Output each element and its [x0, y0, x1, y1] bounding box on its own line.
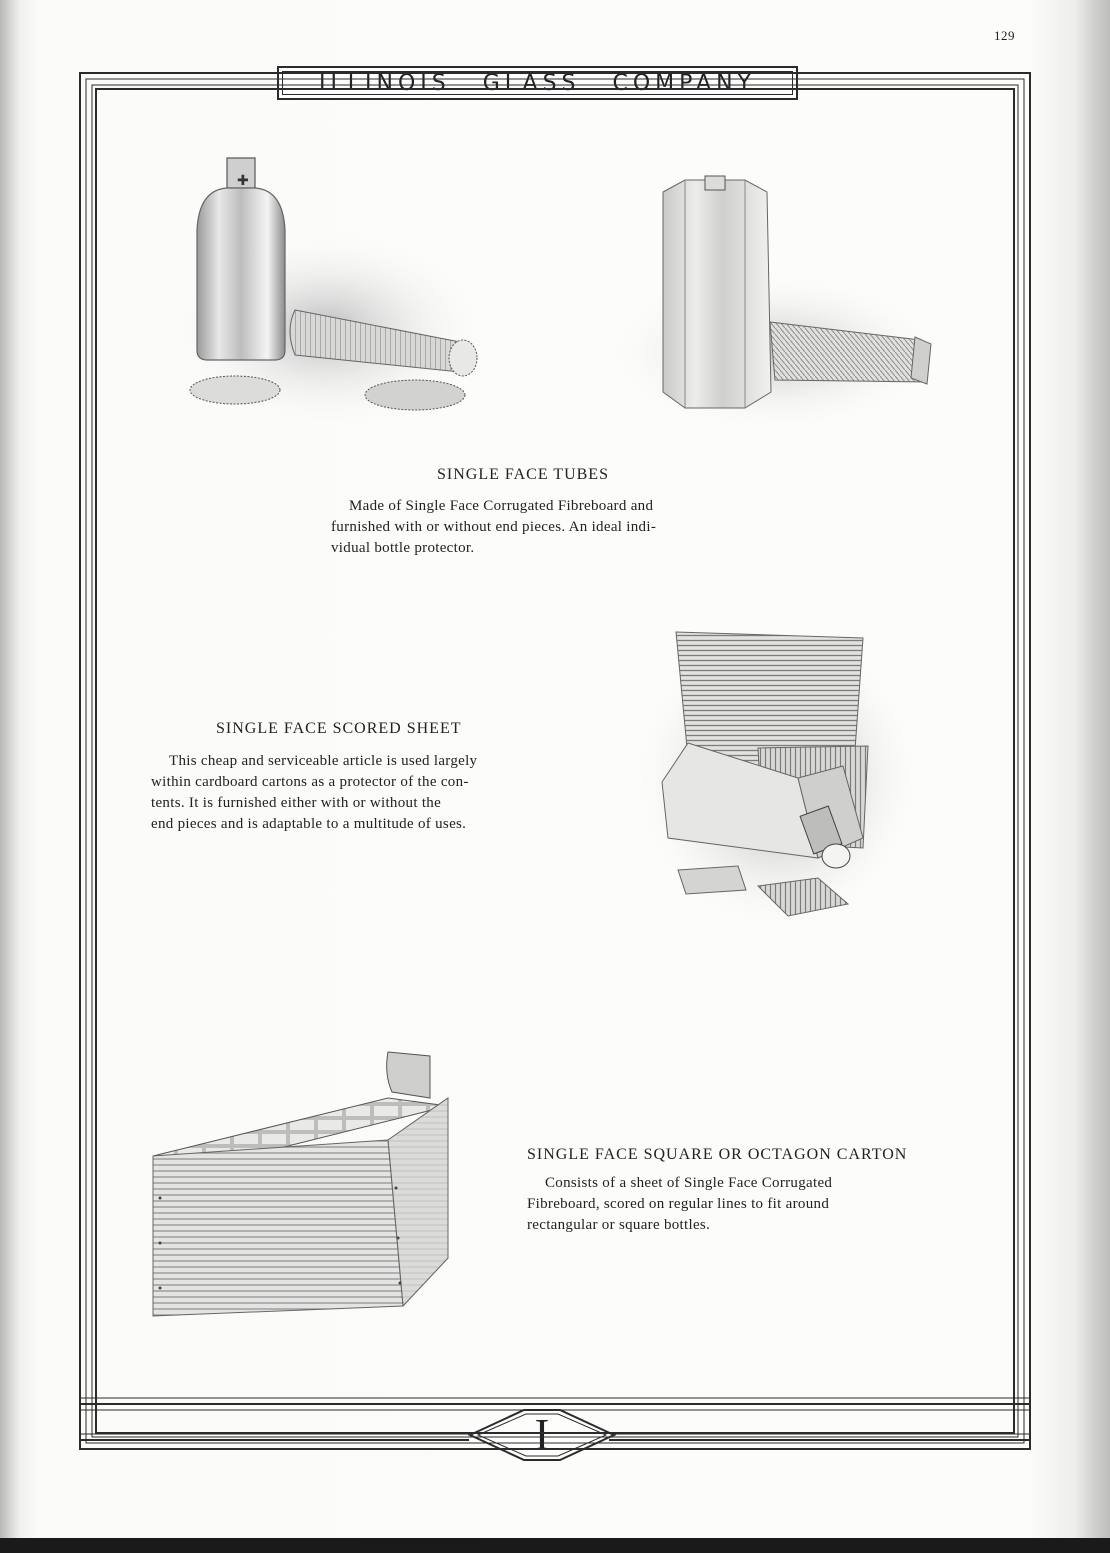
body-line: rectangular or square bottles.: [527, 1217, 711, 1233]
body-line: tents. It is furnished either with or without the: [151, 795, 442, 811]
book-gutter: [0, 0, 20, 1540]
body-line: Consists of a sheet of Single Face Corrugated: [545, 1175, 833, 1191]
page-number: 129: [994, 28, 1015, 43]
logo-letter: I: [534, 1410, 550, 1459]
svg-text:✚: ✚: [237, 173, 249, 189]
body-line: Made of Single Face Corrugated Fibreboard and: [349, 498, 654, 514]
body-line: end pieces and is adaptable to a multitude of uses.: [151, 816, 467, 832]
section-title-scored-sheet: SINGLE FACE SCORED SHEET: [216, 720, 462, 737]
side-borders: [79, 72, 1031, 1450]
body-line: within cardboard cartons as a protector of the con-: [151, 774, 469, 790]
section-title-carton: SINGLE FACE SQUARE OR OCTAGON CARTON: [527, 1146, 908, 1163]
body-line: furnished with or without end pieces. An ideal indi-: [331, 519, 657, 535]
company-title: ILLINOIS GLASS COMPANY: [319, 70, 756, 96]
body-line: This cheap and serviceable article is used largely: [169, 753, 478, 769]
body-line: Fibreboard, scored on regular lines to fit around: [527, 1196, 830, 1212]
section-title-tubes: SINGLE FACE TUBES: [437, 466, 609, 483]
page-bottom-edge: [0, 1538, 1110, 1553]
body-line: vidual bottle protector.: [331, 540, 475, 556]
